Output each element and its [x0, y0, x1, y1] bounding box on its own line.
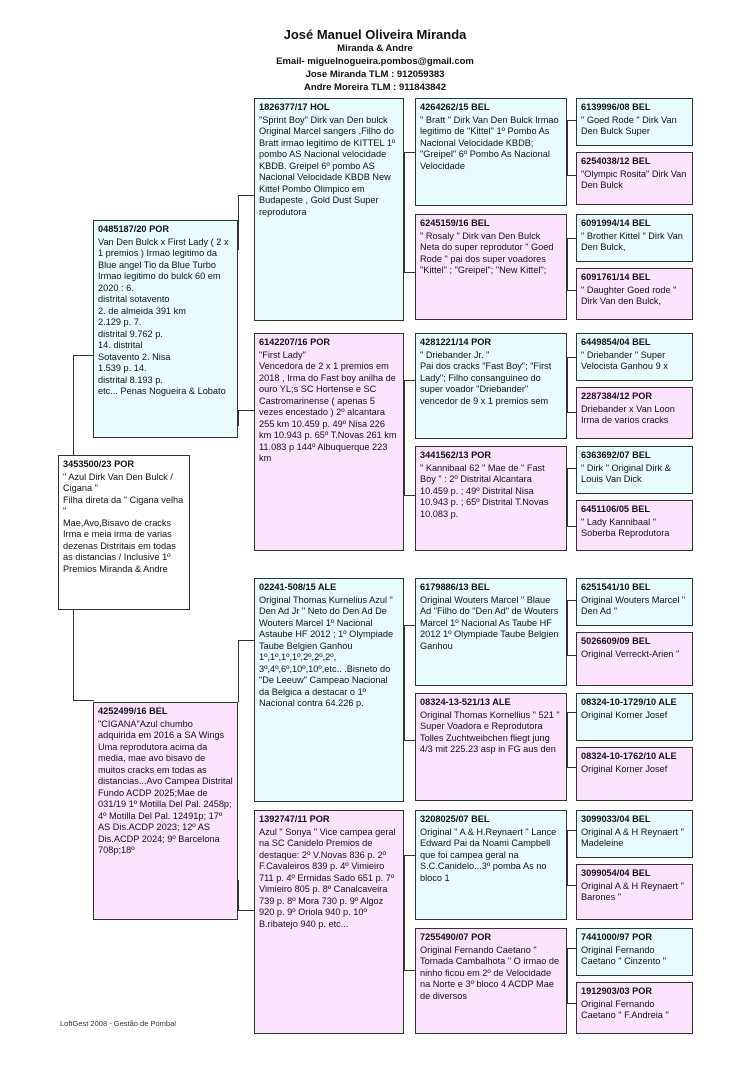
ring-number: 2287384/12 POR	[581, 391, 653, 401]
pedigree-card-gen4-14[interactable]	[576, 864, 693, 920]
bird-description: " Dirk " Original Dirk & Louis Van Dick	[581, 462, 671, 484]
contact-phone-1: Jose Miranda TLM : 912059383	[305, 69, 445, 80]
ring-number: 7441000/97 POR	[581, 932, 653, 942]
pedigree-card-gen4-4[interactable]	[576, 268, 693, 320]
contact-phone-2: Andre Moreira TLM : 911843842	[303, 82, 447, 93]
pedigree-card-sss[interactable]	[415, 98, 567, 206]
pedigree-card-gen4-6[interactable]	[576, 387, 693, 439]
bird-description: Original Verreckt-Arien "	[581, 648, 680, 659]
ring-number: 6245159/16 BEL	[420, 218, 490, 228]
pedigree-card-gen4-5[interactable]	[576, 333, 693, 381]
bird-description: " Brother Kittel " Dirk Van Den Bulck,	[581, 230, 683, 252]
bird-description: Original Fernando Caetano " F.Andreia "	[581, 998, 669, 1020]
ring-number: 4252499/16 BEL	[98, 706, 168, 716]
bird-description: Original A & H Reynaert " Barones "	[581, 880, 684, 902]
ring-number: 6451106/05 BEL	[581, 504, 650, 514]
pedigree-card-subject[interactable]	[58, 455, 190, 610]
loft-name: Miranda & Andre	[337, 43, 413, 54]
ring-number: 08324-10-1762/10 ALE	[581, 751, 677, 761]
bird-description: " Rosaly " Dirk van Den Bulck Neta do super reprodutor " Goed Rode " pai dos super voadores "Kittel" ; "Greipel"; "New Kittel";	[420, 230, 554, 275]
ring-number: 1392747/11 POR	[259, 814, 330, 824]
ring-number: 5026609/09 BEL	[581, 636, 651, 646]
pedigree-card-dsd[interactable]	[415, 693, 567, 801]
pedigree-card-dss[interactable]	[415, 578, 567, 686]
ring-number: 7255490/07 POR	[420, 932, 492, 942]
pedigree-card-gen4-2[interactable]	[576, 152, 693, 205]
pedigree-card-sire-sire[interactable]	[254, 98, 404, 321]
ring-number: 6091994/14 BEL	[581, 218, 651, 228]
pedigree-card-gen4-1[interactable]	[576, 98, 693, 146]
ring-number: 08324-10-1729/10 ALE	[581, 697, 677, 707]
pedigree-card-gen4-16[interactable]	[576, 982, 693, 1034]
ring-number: 6142207/16 POR	[259, 337, 331, 347]
bird-description: Original Fernando Caetano " Cinzento "	[581, 944, 667, 966]
bird-description: "CIGANA"Azul chumbo adquirida em 2016 a SA Wings Uma reprodutora acima da media, mae avo bisavo de muitos cracks em todas as distancias...Avo Campea Distrital Fundo ACDP 2025;Mae de 031/19 1º Motilla Del Pal. 2458p; 4º Motilla Del Pal. 12491p; 17º AS Dis.ACDP 2023; 12º AS Dis.ACDP 2024; 9º Barcelona 708p;18º	[98, 718, 233, 855]
bird-description: Driebander x Van Loon Irma de varios cracks	[581, 403, 675, 425]
pedigree-card-gen4-15[interactable]	[576, 928, 693, 976]
pedigree-card-gen4-12[interactable]	[576, 747, 693, 801]
bird-description: Original Wouters Marcel " Den Ad "	[581, 594, 686, 616]
bird-description: " Lady Kannibaal " Soberba Reprodutora	[581, 516, 670, 538]
pedigree-card-gen4-13[interactable]	[576, 810, 693, 858]
pedigree-card-dds[interactable]	[415, 810, 567, 920]
bird-description: Original Wouters Marcel " Blaue Ad "Filho do "Den Ad" de Wouters Marcel 1º Nacional As Taube HF 2012 1º Olympiade Taube Belgien Ganhou	[420, 594, 559, 651]
bird-description: Original Fernando Caetano " Tornada Cambalhota " O irmao de ninho ficou em 2º de Velocidade na Norte e 3º bloco 4 ACDP Mae de diversos	[420, 944, 560, 1001]
bird-description: Van Den Bulck x First Lady ( 2 x 1 premios ) Irmao legitimo da Blue angel Tio da Blue Turbo Irmao legitimo do bulck 60 em 2020 : 6. distrital sotavento 2. de almeida 391 km 2.129 p. 7. distrital 9.762 p. 14. distrital Sotavento 2. Nisa 1.539 p. 14. distrital 8.193 p. etc... Penas Nogueira & Lobato	[98, 236, 229, 396]
bird-description: Azul " Sonya " Vice campea geral na SC Canidelo Premios de destaque: 2º V.Novas 836 p. 2º F.Cavaleiros 839 p. 4º Vimieiro 711 p. 4º Ermidas Sado 651 p. 7º Vimieiro 805 p. 8º Canalcaveira 739 p. 8º Mora 730 p. 9º Algoz 920 p. 9º Oriola 940 p. 10º B.ribatejo 940 p. etc...	[259, 826, 396, 929]
pedigree-card-dam[interactable]	[93, 702, 238, 920]
bird-description: Original Korner Josef	[581, 763, 668, 774]
pedigree-card-sire-dam[interactable]	[254, 333, 404, 551]
pedigree-card-gen4-9[interactable]	[576, 578, 693, 626]
pedigree-card-sire[interactable]	[93, 220, 238, 438]
pedigree-card-gen4-8[interactable]	[576, 500, 693, 551]
pedigree-card-gen4-7[interactable]	[576, 446, 693, 494]
ring-number: 6139996/08 BEL	[581, 102, 651, 112]
ring-number: 1912903/03 POR	[581, 986, 653, 996]
bird-description: " Goed Rode " Dirk Van Den Bulck Super	[581, 114, 677, 136]
bird-description: Original A & H Reynaert " Madeleine	[581, 826, 684, 848]
ring-number: 1826377/17 HOL	[259, 102, 330, 112]
bird-description: " Azul Dirk Van Den Bulck / Cigana " Filha direta da " Cigana velha " Mae,Avo,Bisavo de cracks Irma e meia irma de varias dezenas Distritais em todas as distancias / Inclusive 1º Premios Miranda & Andre	[63, 471, 184, 574]
footer-credit: LoftGest 2008 - Gestão de Pombal	[60, 1019, 176, 1028]
bird-description: " Driebander Jr. " Pai dos cracks "Fast Boy"; "First Lady"; Filho consanguineo do super voador "Driebander" vencedor de 9 x 1 premios sem	[420, 349, 552, 406]
bird-description: " Bratt " Dirk Van Den Bulck Irmao legitimo de "Kittel" 1º Pombo As Nacional Velocidade KBDB; "Greipel" 6º Pombo As Nacional Velocidade	[420, 114, 559, 171]
ring-number: 3099033/04 BEL	[581, 814, 651, 824]
ring-number: 6251541/10 BEL	[581, 582, 651, 592]
pedigree-card-gen4-11[interactable]	[576, 693, 693, 741]
pedigree-card-ssd[interactable]	[415, 214, 567, 320]
bird-description: Original Thomas Kornellius " 521 " Super Voadora e Reprodutora Tolles Zuchtweibchen fliegt jung 4/3 mit 225.23 asp in FG aus den	[420, 709, 560, 754]
bird-description: " Kannibaal 62 " Mae de " Fast Boy " : 2º Distrital Alcantara 10.459 p. ; 49º Distrital Nisa 10.943 p. ; 65º Distrital T.Novas 10.083 p.	[420, 462, 549, 519]
pedigree-card-dam-sire[interactable]	[254, 578, 404, 802]
pedigree-card-gen4-10[interactable]	[576, 632, 693, 686]
pedigree-card-sds[interactable]	[415, 333, 567, 439]
ring-number: 6449854/04 BEL	[581, 337, 651, 347]
ring-number: 4264262/15 BEL	[420, 102, 490, 112]
ring-number: 6363692/07 BEL	[581, 450, 651, 460]
bird-description: Original " A & H.Reynaert " Lance Edward Pai da Noami Campbell que foi campea geral na S.C.Canidelo...3º pomba As no bloco 1	[420, 826, 557, 883]
ring-number: 3208025/07 BEL	[420, 814, 490, 824]
pedigree-card-dam-dam[interactable]	[254, 810, 404, 1034]
ring-number: 3441562/13 POR	[420, 450, 492, 460]
bird-description: "Olympic Rosita" Dirk Van Den Bulck	[581, 168, 687, 190]
ring-number: 08324-13-521/13 ALE	[420, 697, 511, 707]
bird-description: Original Thomas Kurnelius Azul " Den Ad Jr " Neto do Den Ad De Wouters Marcel 1º Nacional Astaube HF 2012 ; 1º Olympiade Taube Belgien Ganhou 1º,1º,1º,1º,2º,2º,2º, 3º,4º,6º,10º,10º,etc.. .Bisneto do "De Leeuw" Campeao Nacional da Belgica a destacar o 1º Nacional contra 64.226 p.	[259, 594, 394, 708]
ring-number: 4281221/14 POR	[420, 337, 492, 347]
pedigree-card-gen4-3[interactable]	[576, 214, 693, 262]
pedigree-card-ddd[interactable]	[415, 928, 567, 1034]
ring-number: 02241-508/15 ALE	[259, 582, 337, 592]
ring-number: 6179886/13 BEL	[420, 582, 490, 592]
bird-description: "First Lady" Vencedora de 2 x 1 premios em 2018 , Irma do Fast boy anilha de ouro YL;s SC Hortense e SC Castromarinense ( apenas 5 vezes encestado ) 2º alcantara 255 km 10.459 p. 49º Nisa 226 km 10.943 p. 65º T.Novas 261 km 11.083 p 144º Albuquerque 223 km	[259, 349, 397, 463]
bird-description: " Daughter Goed rode " Dirk Van den Bulck,	[581, 284, 677, 306]
bird-description: "Sprint Boy" Dirk van Den bulck Original Marcel sangers ,Filho do Bratt irmao legitimo de KITTEL 1º pombo AS Nacional velocidade KBDB. Greipel 6º pombo AS Nacional Velocidade KBDB New Kittel Pombo Olimpico em Budapeste , Gold Dust Super reprodutora	[259, 114, 396, 217]
pedigree-card-sdd[interactable]	[415, 446, 567, 551]
bird-description: " Driebander " Super Velocista Ganhou 9 x	[581, 349, 668, 371]
ring-number: 3453500/23 POR	[63, 459, 135, 469]
contact-email: Email- miguelnogueira.pombos@gmail.com	[276, 56, 474, 67]
ring-number: 6091761/14 BEL	[581, 272, 651, 282]
bird-description: Original Korner Josef	[581, 709, 668, 720]
pedigree-owner-name: José Manuel Oliveira Miranda	[283, 27, 467, 42]
ring-number: 0485187/20 POR	[98, 224, 170, 234]
ring-number: 3099054/04 BEL	[581, 868, 651, 878]
ring-number: 6254038/12 BEL	[581, 156, 651, 166]
